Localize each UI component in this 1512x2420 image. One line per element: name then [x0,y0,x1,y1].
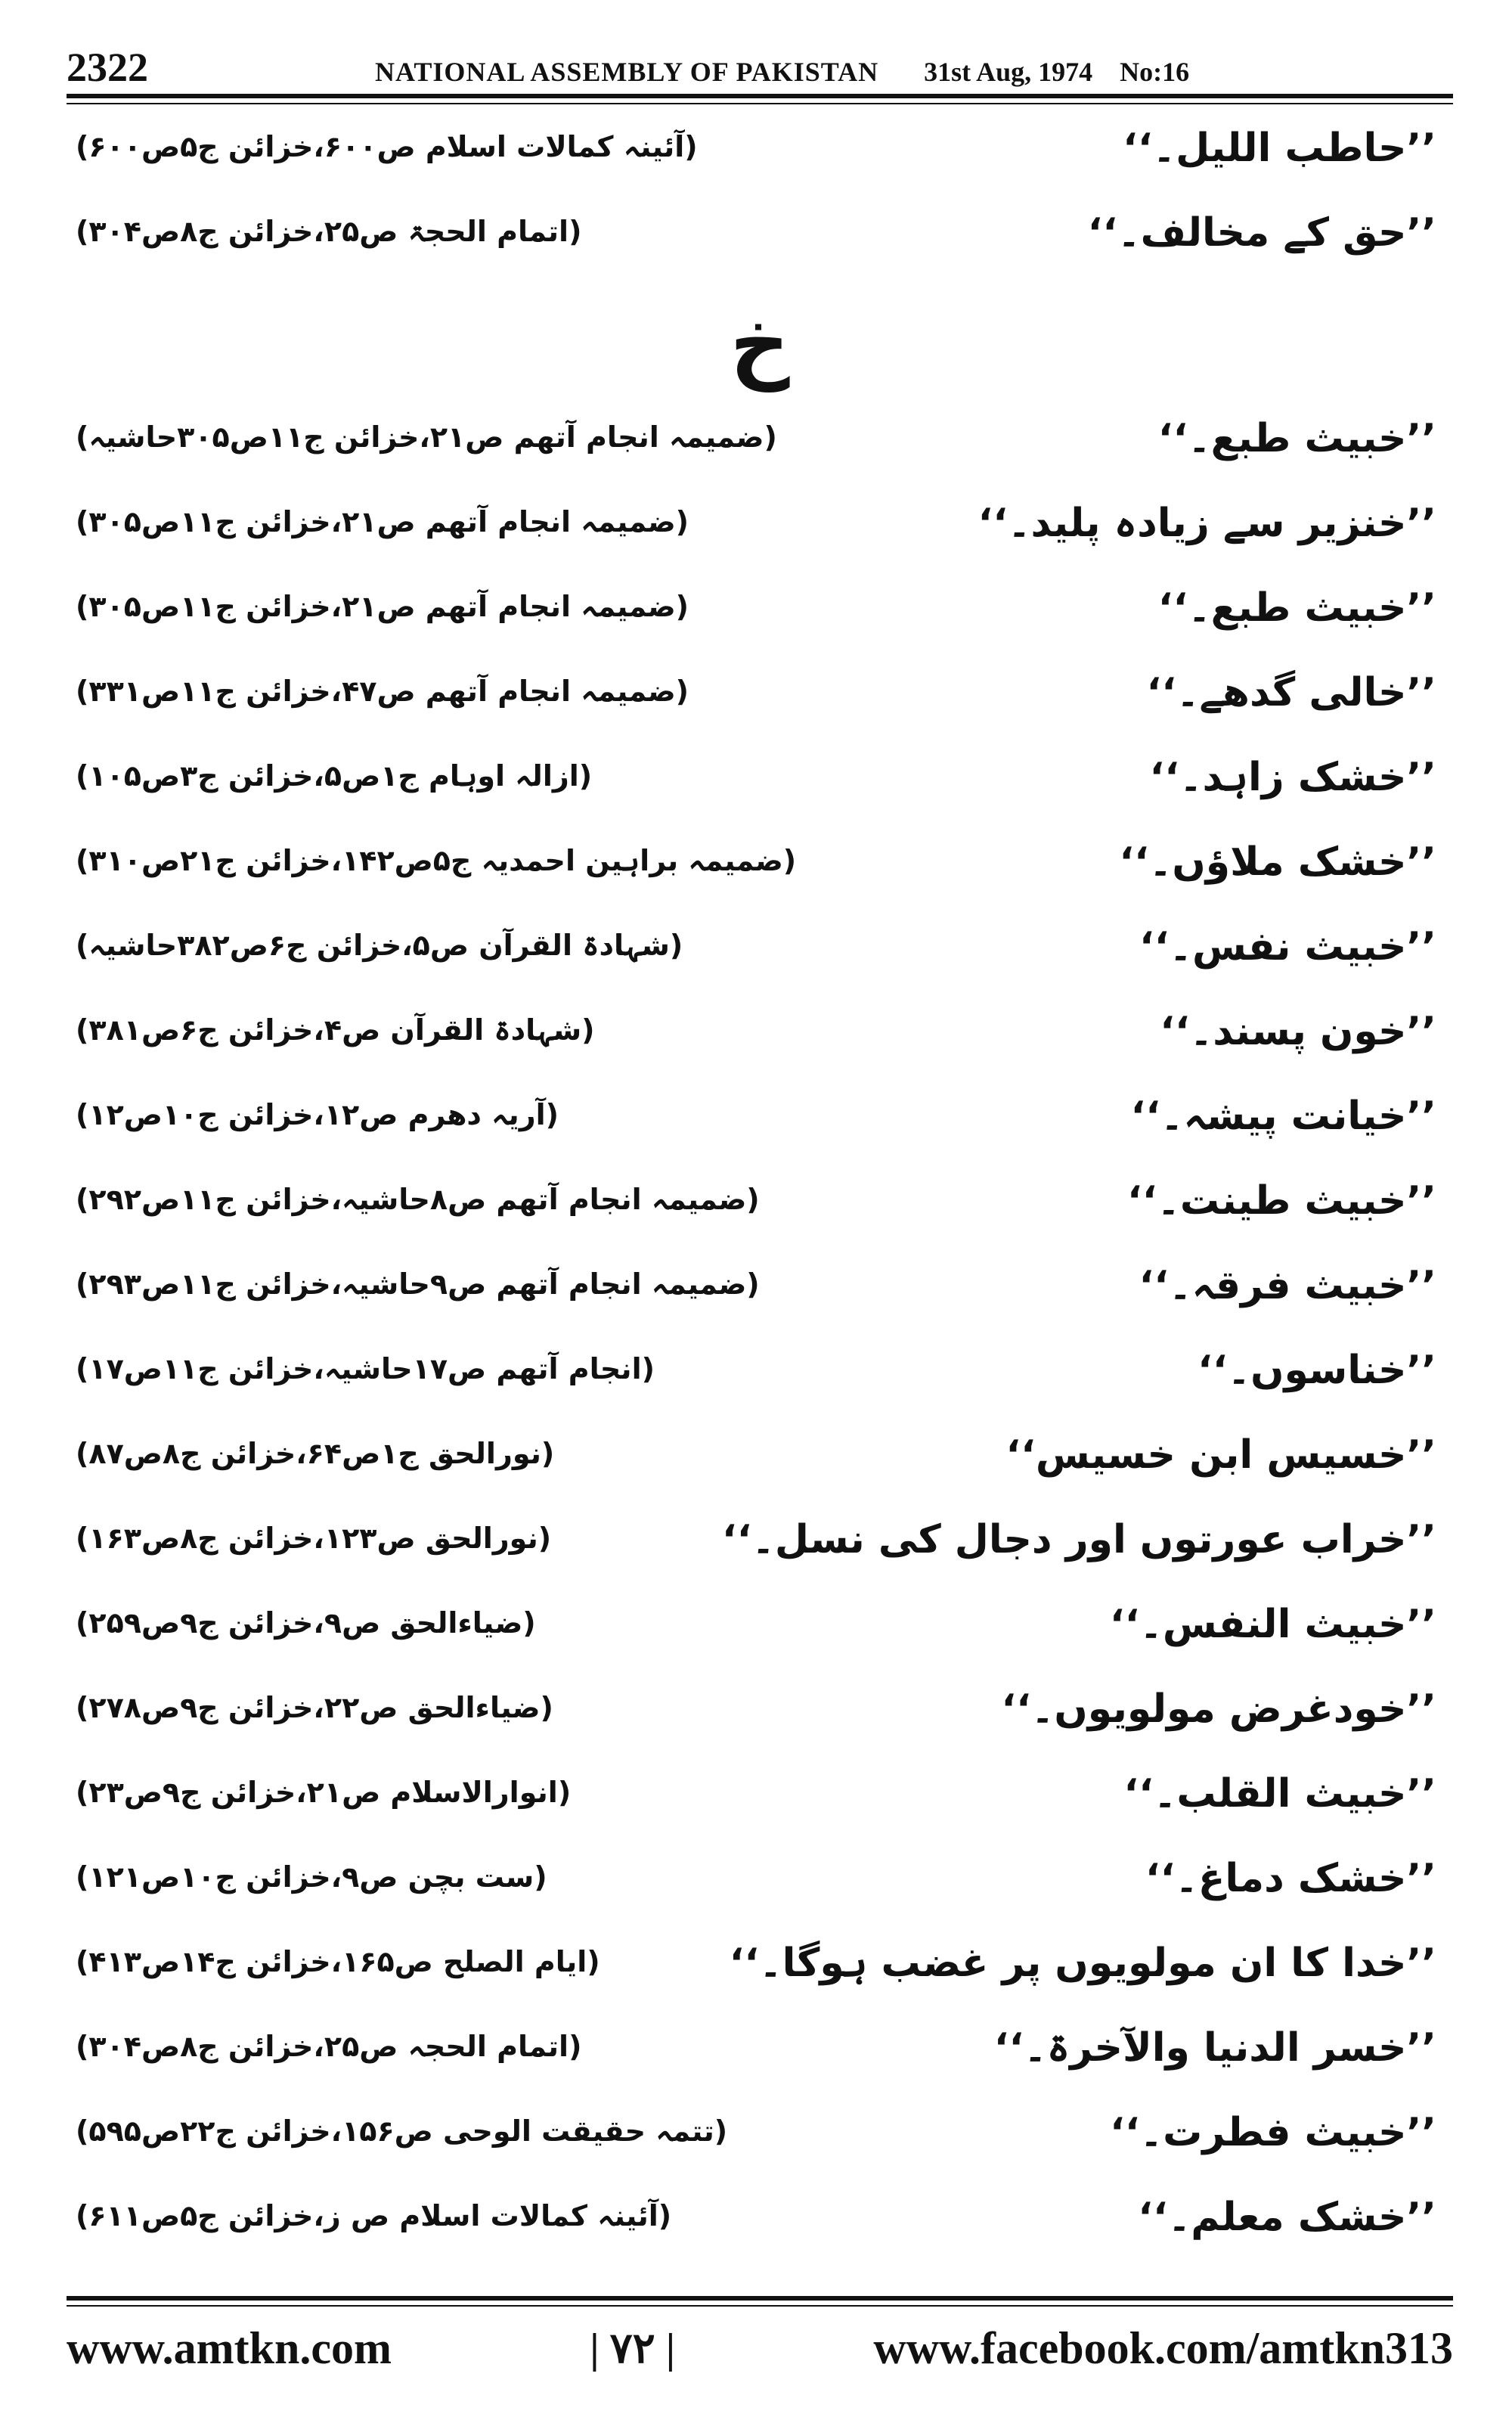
entry-term: ’’حاطب اللیل۔‘‘ [1123,126,1436,171]
entry-row [67,912,1453,997]
header-rule-thin [67,103,1453,104]
entry-term: ’’خدا کا ان مولویوں پر غضب ہوگا۔‘‘ [729,1941,1436,1986]
entry-row [67,2098,1453,2183]
entry-term: ’’حق کے مخالف۔‘‘ [1087,210,1436,256]
footer-rule-thin [67,2305,1453,2307]
page-footer [67,2310,1453,2386]
entry-reference: (انجام آتھم ص۱۷حاشیہ،خزائن ج۱۱ص۱۷) [76,1352,655,1385]
entry-reference: (ضمیمہ انجام آتھم ص۲۱،خزائن ج۱۱ص۳۰۵) [76,505,689,538]
entry-term: ’’خالی گدھے۔‘‘ [1146,670,1436,715]
entry-row [67,1166,1453,1251]
entry-row [67,113,1453,198]
entry-reference: (ضمیمہ انجام آتھم ص۴۷،خزائن ج۱۱ص۳۳۱) [76,675,689,708]
entry-term: ’’خبیث طینت۔‘‘ [1126,1178,1436,1224]
entry-list [67,113,1453,2267]
header-title: NATIONAL ASSEMBLY OF PAKISTAN [375,57,879,87]
entry-group-2 [67,404,1453,2267]
entry-reference: (ضمیمہ انجام آتھم ص۸حاشیہ،خزائن ج۱۱ص۲۹۲) [76,1183,760,1216]
entry-row [67,1759,1453,1844]
entry-term: ’’خسر الدنیا والآخرۃ۔‘‘ [993,2025,1436,2071]
entry-row [67,198,1453,283]
entry-term: ’’خبیث النفس۔‘‘ [1109,1602,1436,1647]
entry-reference: (آئینہ کمالات اسلام ص۶۰۰،خزائن ج۵ص۶۰۰) [76,130,698,163]
entry-term: ’’خشک زاہد۔‘‘ [1149,755,1436,800]
entry-term: ’’خودغرض مولویوں۔‘‘ [1001,1686,1436,1732]
page-number: 2322 [67,45,148,90]
entry-row [67,2183,1453,2267]
section-letter: خ [730,295,790,392]
entry-group-1 [67,113,1453,283]
entry-reference: (نورالحق ج۱ص۶۴،خزائن ج۸ص۸۷) [76,1437,555,1470]
entry-term: ’’خشک دماغ۔‘‘ [1145,1856,1436,1901]
entry-reference: (آریہ دھرم ص۱۲،خزائن ج۱۰ص۱۲) [76,1098,559,1131]
entry-reference: (انوارالاسلام ص۲۱،خزائن ج۹ص۲۳) [76,1776,572,1809]
entry-reference: (ضیاءالحق ص۹،خزائن ج۹ص۲۵۹) [76,1606,536,1640]
entry-row [67,1420,1453,1505]
entry-reference: (شہادۃ القرآن ص۴،خزائن ج۶ص۳۸۱) [76,1013,595,1047]
entry-term: ’’خیانت پیشہ۔‘‘ [1130,1094,1436,1139]
entry-reference: (ست بچن ص۹،خزائن ج۱۰ص۱۲۱) [76,1860,547,1894]
entry-reference: (اتمام الحجۃ ص۲۵،خزائن ج۸ص۳۰۴) [76,215,582,248]
footer-page-marker: | ۷۲ | [590,2325,676,2372]
entry-term: ’’خون پسند۔‘‘ [1160,1009,1436,1054]
entry-row [67,997,1453,1081]
entry-term: ’’خشک معلم۔‘‘ [1138,2195,1436,2240]
entry-reference: (ضیاءالحق ص۲۲،خزائن ج۹ص۲۷۸) [76,1691,553,1724]
entry-row [67,1505,1453,1590]
entry-row [67,1844,1453,1928]
entry-row [67,743,1453,827]
entry-row [67,827,1453,912]
footer-website-link[interactable]: www.amtkn.com [67,2322,392,2373]
footer-facebook-link[interactable]: www.facebook.com/amtkn313 [873,2322,1453,2373]
entry-row [67,1590,1453,1674]
entry-term: ’’خبیث نفس۔‘‘ [1139,924,1436,970]
entry-term: ’’خناسوں۔‘‘ [1198,1348,1436,1393]
entry-reference: (ضمیمہ براہین احمدیہ ج۵ص۱۴۲،خزائن ج۲۱ص۳۱۰) [76,844,797,877]
entry-row [67,1336,1453,1420]
entry-row [67,1928,1453,2013]
header-number: No:16 [1120,57,1190,87]
section-heading [67,283,1453,404]
footer-rule-thick [67,2296,1453,2301]
entry-reference: (ضمیمہ انجام آتھم ص۲۱،خزائن ج۱۱ص۳۰۵حاشیہ) [76,420,777,454]
entry-reference: (ضمیمہ انجام آتھم ص۹حاشیہ،خزائن ج۱۱ص۲۹۳) [76,1267,760,1301]
header-date: 31st Aug, 1974 [924,57,1093,87]
page-header [67,27,1453,88]
entry-term: ’’خسیس ابن خسیس‘‘ [1005,1432,1436,1478]
entry-reference: (شہادۃ القرآن ص۵،خزائن ج۶ص۳۸۲حاشیہ) [76,929,683,962]
entry-term: ’’خراب عورتوں اور دجال کی نسل۔‘‘ [721,1517,1436,1562]
entry-term: ’’خبیث طبع۔‘‘ [1157,416,1436,461]
entry-reference: (ایام الصلح ص۱۶۵،خزائن ج۱۴ص۴۱۳) [76,1945,600,1978]
entry-row [67,658,1453,743]
entry-term: ’’خشک ملاؤں۔‘‘ [1119,839,1436,885]
entry-row [67,2013,1453,2098]
entry-term: ’’خبیث القلب۔‘‘ [1123,1771,1436,1817]
entry-row [67,489,1453,573]
entry-row [67,573,1453,658]
entry-row [67,1251,1453,1336]
entry-row [67,1674,1453,1759]
entry-term: ’’خبیث فطرت۔‘‘ [1110,2110,1436,2155]
entry-reference: (تتمہ حقیقت الوحی ص۱۵۶،خزائن ج۲۲ص۵۹۵) [76,2114,728,2148]
entry-reference: (اتمام الحجہ ص۲۵،خزائن ج۸ص۳۰۴) [76,2030,582,2063]
entry-row [67,404,1453,489]
entry-row [67,1081,1453,1166]
entry-term: ’’خبیث فرقہ۔‘‘ [1139,1263,1436,1308]
entry-term: ’’خبیث طبع۔‘‘ [1157,585,1436,631]
entry-term: ’’خنزیر سے زیادہ پلید۔‘‘ [978,501,1436,546]
entry-reference: (ازالہ اوہام ج۱ص۵،خزائن ج۳ص۱۰۵) [76,759,593,793]
header-rule-thick [67,94,1453,98]
entry-reference: (نورالحق ص۱۲۳،خزائن ج۸ص۱۶۳) [76,1522,552,1555]
entry-reference: (آئینہ کمالات اسلام ص ز،خزائن ج۵ص۶۱۱) [76,2199,672,2232]
entry-reference: (ضمیمہ انجام آتھم ص۲۱،خزائن ج۱۱ص۳۰۵) [76,590,689,623]
